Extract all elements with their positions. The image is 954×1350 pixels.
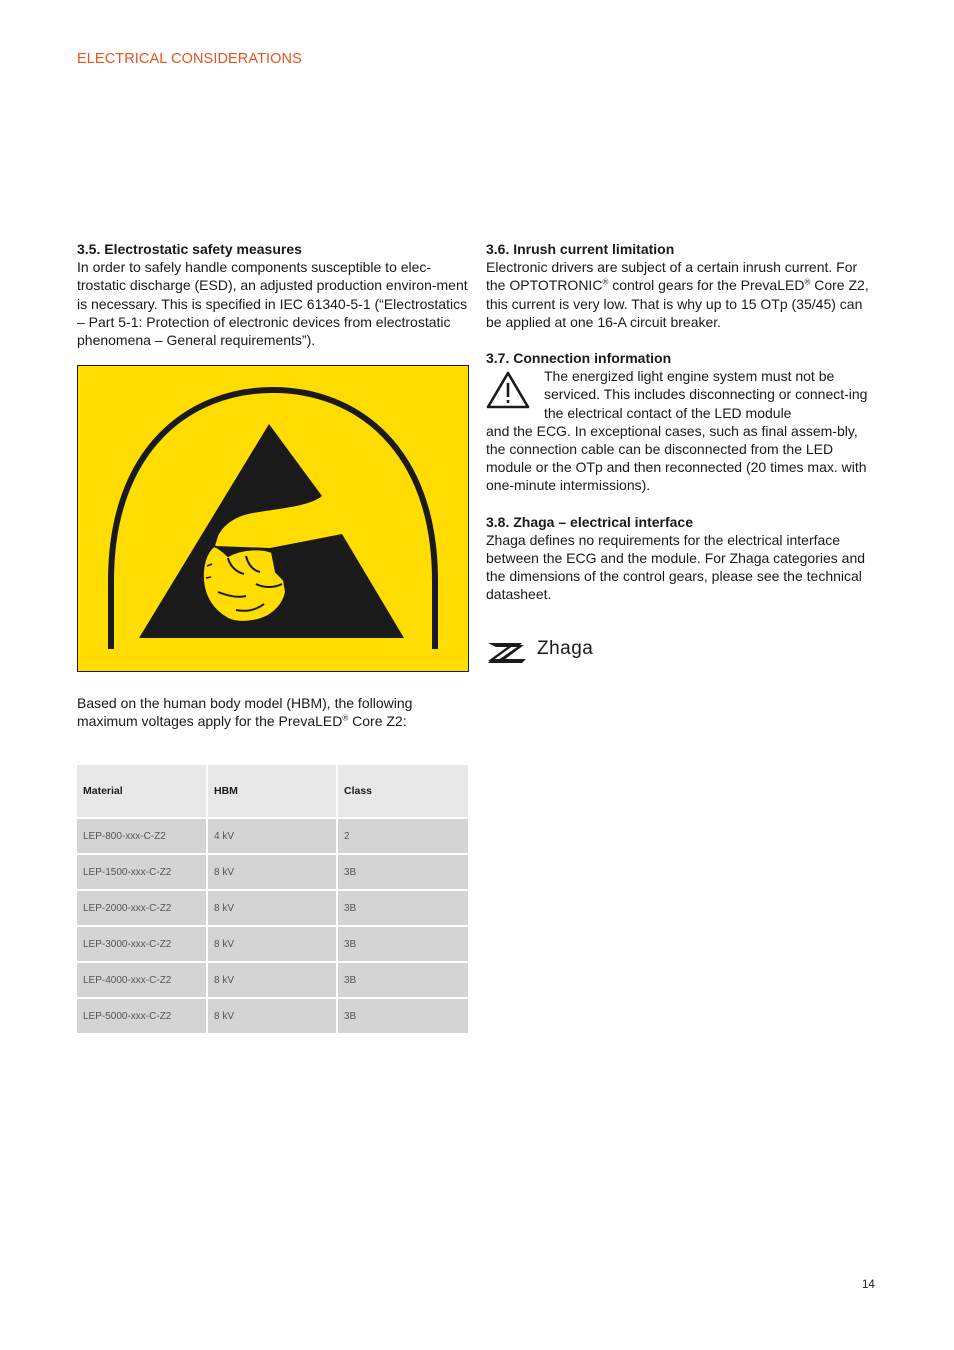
esd-warning-sign	[77, 365, 469, 672]
left-column	[77, 240, 469, 349]
material-cell: LEP-2000-xxx-C-Z2	[77, 890, 207, 926]
page-number: 14	[862, 1279, 875, 1291]
hbm-cell: 8 kV	[207, 998, 337, 1034]
inrush-section	[486, 240, 878, 331]
hbm-intro-text: Based on the human body model (HBM), the following maximum voltages apply for the PrevaLED® Core Z2:	[77, 695, 413, 730]
connection-body-indented: The energized light engine system must not be serviced. This includes disconnecting or connect-ing the electrical contact of the LED module	[544, 368, 868, 421]
column-header-hbm: HBM	[207, 765, 337, 818]
class-cell: 3B	[337, 998, 468, 1034]
table-row	[77, 962, 468, 998]
zhaga-section	[486, 513, 878, 604]
esd-warning-icon	[78, 366, 468, 671]
esd-body: In order to safely handle components susceptible to elec-trostatic discharge (ESD), an adjusted production environ-ment is necessary. This is specified in IEC 61340-5-1 (“Electrostatics – Part 5-1: Protection of electronic devices from electrostatic phenomena – General requirements”).	[77, 259, 468, 349]
zhaga-heading: 3.8. Zhaga – electrical interface	[486, 513, 693, 530]
material-cell: LEP-4000-xxx-C-Z2	[77, 962, 207, 998]
esd-heading: 3.5. Electrostatic safety measures	[77, 241, 302, 257]
class-cell: 3B	[337, 890, 468, 926]
class-cell: 3B	[337, 962, 468, 998]
table-row	[77, 890, 468, 926]
zhaga-body: Zhaga defines no requirements for the electrical interface between the ECG and the module. For Zhaga categories and the dimensions of the control gears, please see the technical datasheet.	[486, 531, 866, 603]
material-cell: LEP-3000-xxx-C-Z2	[77, 926, 207, 962]
hbm-cell: 8 kV	[207, 926, 337, 962]
hbm-table	[77, 765, 468, 1035]
inrush-heading: 3.6. Inrush current limitation	[486, 241, 675, 257]
zhaga-logo-text: Zhaga	[537, 638, 594, 659]
right-column	[486, 240, 878, 622]
material-cell: LEP-800-xxx-C-Z2	[77, 818, 207, 854]
warning-triangle-icon	[486, 370, 530, 410]
table-row	[77, 854, 468, 890]
class-cell: 3B	[337, 854, 468, 890]
class-cell: 3B	[337, 926, 468, 962]
material-cell: LEP-1500-xxx-C-Z2	[77, 854, 207, 890]
inrush-body: Electronic drivers are subject of a certain inrush current. For the OPTOTRONIC® control gears for the PrevaLED® Core Z2, this current is very low. That is why up to 15 OTp (35/45) can be applied at one 16-A circuit breaker.	[486, 259, 869, 330]
table-row	[77, 818, 468, 854]
table-header-row	[77, 765, 468, 818]
class-cell: 2	[337, 818, 468, 854]
connection-body: and the ECG. In exceptional cases, such as final assem-bly, the connection cable can be disconnected from the LED module or the OTp and then reconnected (20 times max. with one-minute intermissions).	[486, 422, 867, 494]
hbm-cell: 4 kV	[207, 818, 337, 854]
column-header-class: Class	[337, 765, 468, 818]
column-header-material: Material	[77, 765, 207, 818]
hbm-cell: 8 kV	[207, 854, 337, 890]
hbm-cell: 8 kV	[207, 890, 337, 926]
hbm-cell: 8 kV	[207, 962, 337, 998]
material-cell: LEP-5000-xxx-C-Z2	[77, 998, 207, 1034]
zhaga-logo-icon	[486, 640, 528, 666]
section-title: ELECTRICAL CONSIDERATIONS	[77, 51, 302, 67]
connection-section	[486, 349, 878, 495]
connection-heading: 3.7. Connection information	[486, 350, 672, 367]
table-row	[77, 998, 468, 1034]
table-row	[77, 926, 468, 962]
